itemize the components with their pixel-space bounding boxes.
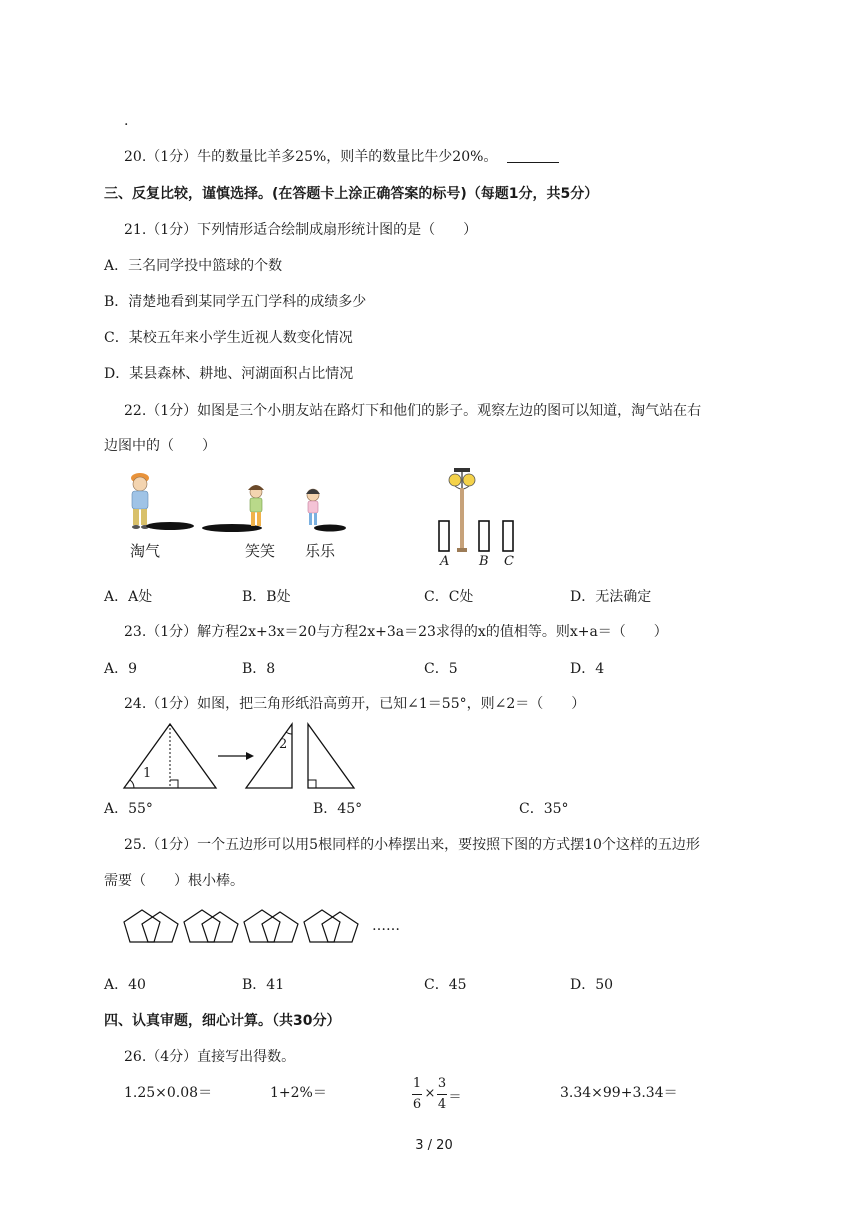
position-c-box xyxy=(503,521,513,551)
question-25-option-b[interactable]: B．41 xyxy=(242,977,285,993)
pentagon xyxy=(142,912,178,942)
label-lele: 乐乐 xyxy=(305,542,336,560)
pentagon xyxy=(322,912,358,942)
arrow-icon xyxy=(218,752,254,760)
question-23-option-d[interactable]: D．4 xyxy=(570,661,605,677)
section-4-title: 四、认真审题，细心计算。（共30分） xyxy=(104,1013,341,1029)
angle-1-label: 1 xyxy=(143,766,152,781)
question-21-option-a[interactable]: A．三名同学投中篮球的个数 xyxy=(104,258,283,274)
question-22-option-b[interactable]: B．B处 xyxy=(242,589,291,605)
question-25-option-a[interactable]: A．40 xyxy=(104,977,146,993)
child-taoqi-figure xyxy=(131,473,194,530)
fraction-b-bar xyxy=(437,1094,447,1095)
child-xiaoxiao-figure xyxy=(202,485,264,532)
question-23-option-c[interactable]: C．5 xyxy=(424,661,458,677)
question-22-stem-line1: 22.（1分）如图是三个小朋友站在路灯下和他们的影子。观察左边的图可以知道，淘气站在右 xyxy=(124,403,702,419)
question-21-option-b[interactable]: B．清楚地看到某同学五门学科的成绩多少 xyxy=(104,294,367,310)
calc-item-2: 1+2%＝ xyxy=(270,1085,327,1101)
pentagon-chain-figure xyxy=(120,904,370,956)
leading-mark: . xyxy=(124,113,129,129)
question-25-option-c[interactable]: C．45 xyxy=(424,977,467,993)
fraction-a-bar xyxy=(412,1094,422,1095)
page-number: 3 / 20 xyxy=(415,1138,453,1153)
position-b-box xyxy=(479,521,489,551)
calc-item-4: 3.34×99+3.34＝ xyxy=(560,1085,678,1101)
pentagon xyxy=(202,912,238,942)
question-22-option-d[interactable]: D．无法确定 xyxy=(570,589,652,605)
question-25-stem-line1: 25.（1分）一个五边形可以用5根同样的小棒摆出来，要按照下图的方式摆10个这样的五边形 xyxy=(124,837,700,853)
position-c-label: C xyxy=(504,554,514,569)
section-3-title: 三、反复比较，谨慎选择。(在答题卡上涂正确答案的标号)（每题1分，共5分） xyxy=(104,186,599,202)
pentagon xyxy=(262,912,298,942)
answer-blank[interactable] xyxy=(507,148,559,163)
question-24-option-c[interactable]: C．35° xyxy=(519,801,569,817)
question-25-stem-line2: 需要（ ）根小棒。 xyxy=(104,873,244,889)
fraction-a-numerator: 1 xyxy=(412,1076,422,1091)
street-lamp-figure xyxy=(430,466,520,556)
position-a-box xyxy=(439,521,449,551)
whole-triangle xyxy=(124,724,216,788)
question-21-stem: 21.（1分）下列情形适合绘制成扇形统计图的是（ ） xyxy=(124,222,478,238)
pentagon xyxy=(304,910,340,942)
position-a-label: A xyxy=(440,554,450,569)
street-lamp-icon xyxy=(449,468,475,552)
fraction-equals: ＝ xyxy=(448,1090,462,1105)
triangle-cut-figure xyxy=(120,720,360,792)
pentagon xyxy=(124,910,160,942)
question-23-option-b[interactable]: B．8 xyxy=(242,661,276,677)
question-21-option-d[interactable]: D．某县森林、耕地、河湖面积占比情况 xyxy=(104,366,354,382)
child-lele-figure xyxy=(306,489,346,532)
question-24-option-a[interactable]: A．55° xyxy=(104,801,153,817)
question-26-stem: 26.（4分）直接写出得数。 xyxy=(124,1049,296,1065)
pentagon xyxy=(244,910,280,942)
question-22-option-c[interactable]: C．C处 xyxy=(424,589,474,605)
calc-item-fraction xyxy=(410,1076,470,1118)
calc-item-1: 1.25×0.08＝ xyxy=(124,1085,213,1101)
question-24-stem: 24.（1分）如图，把三角形纸沿高剪开，已知∠1＝55°，则∠2＝（ ） xyxy=(124,696,586,712)
question-20-text: 20.（1分）牛的数量比羊多25%，则羊的数量比牛少20%。 xyxy=(124,149,498,165)
fraction-b-denominator: 4 xyxy=(437,1097,447,1112)
pentagon xyxy=(184,910,220,942)
right-right-triangle xyxy=(308,724,354,788)
question-21-option-c[interactable]: C．某校五年来小学生近视人数变化情况 xyxy=(104,330,353,346)
question-22-stem-line2: 边图中的（ ） xyxy=(104,438,216,454)
label-taoqi: 淘气 xyxy=(130,542,161,560)
label-xiaoxiao: 笑笑 xyxy=(245,542,276,560)
position-b-label: B xyxy=(479,554,489,569)
ellipsis: …… xyxy=(372,918,400,934)
question-20 xyxy=(124,147,559,167)
fraction-operator: × xyxy=(424,1086,436,1101)
angle-2-label: 2 xyxy=(279,737,288,752)
question-24-option-b[interactable]: B．45° xyxy=(313,801,363,817)
question-23-option-a[interactable]: A．9 xyxy=(104,661,138,677)
question-25-option-d[interactable]: D．50 xyxy=(570,977,614,993)
fraction-a-denominator: 6 xyxy=(412,1097,422,1112)
question-22-option-a[interactable]: A．A处 xyxy=(104,589,153,605)
fraction-b-numerator: 3 xyxy=(437,1076,447,1091)
question-23-stem: 23.（1分）解方程2x+3x＝20与方程2x+3a＝23求得的x的值相等。则x+a＝（ ） xyxy=(124,624,668,640)
children-shadows-figure xyxy=(120,468,360,538)
